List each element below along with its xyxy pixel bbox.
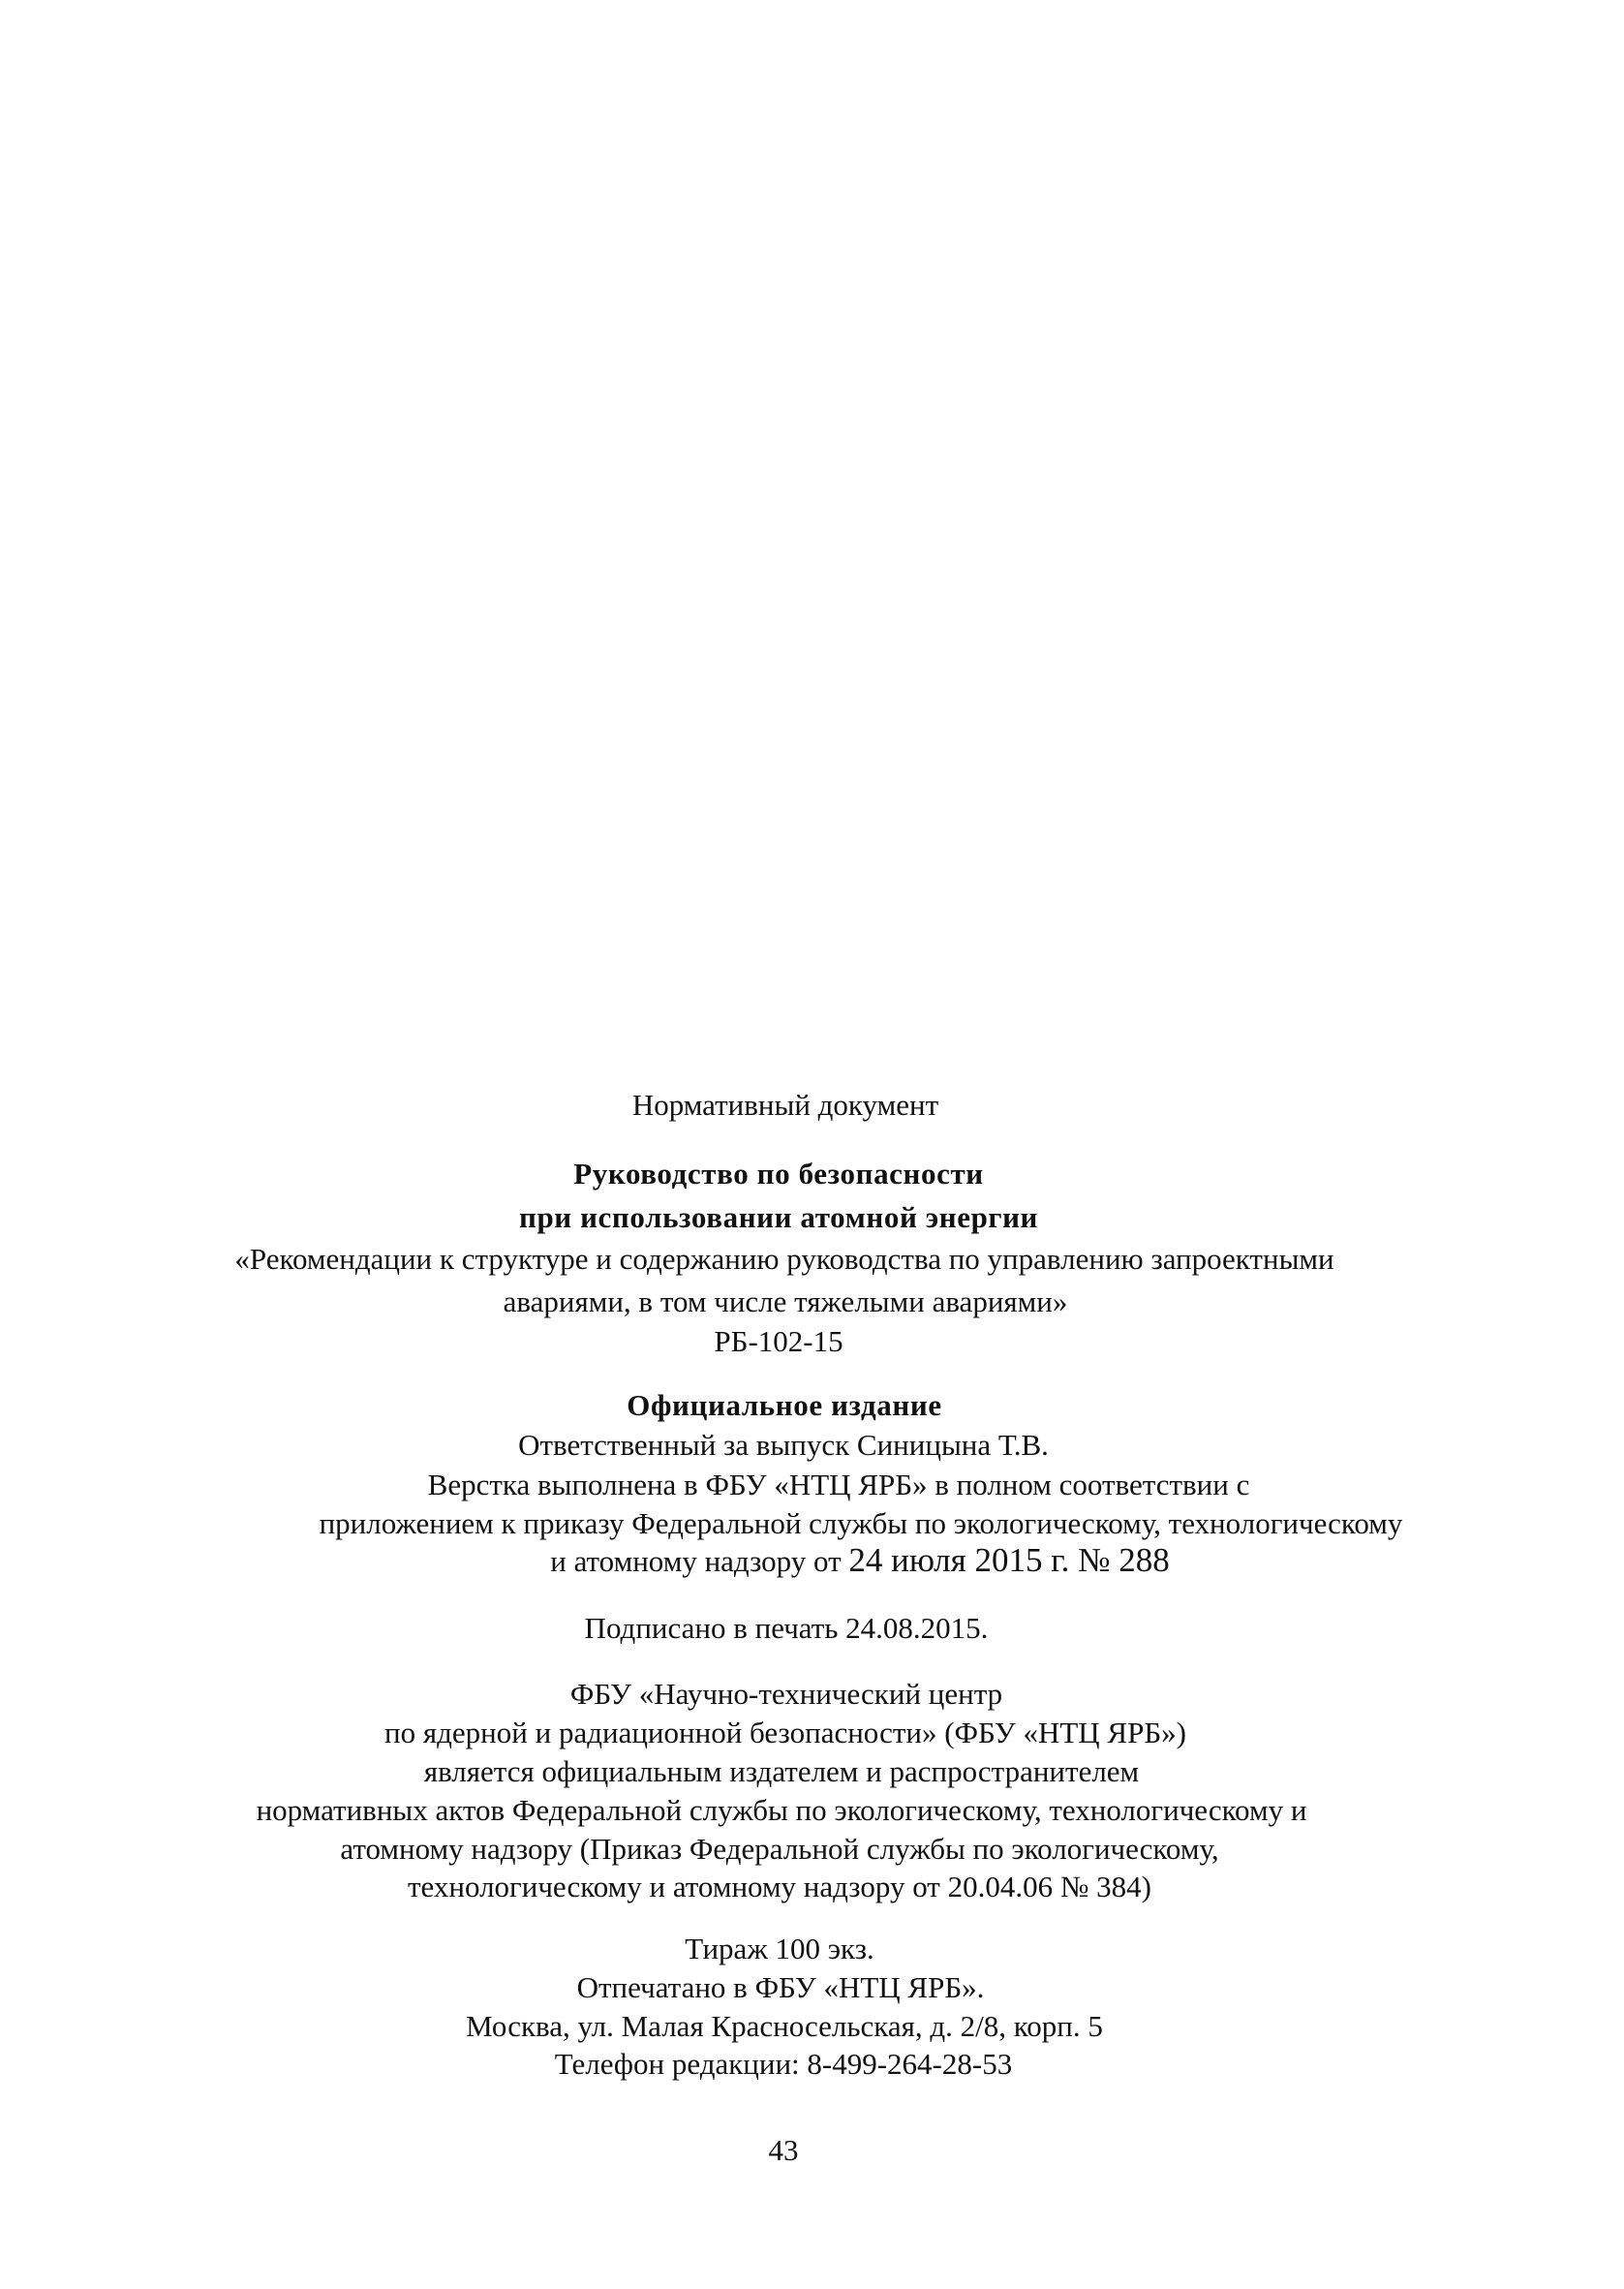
publisher-line-3: является официальным издателем и распространителем [423,1754,1140,1788]
publisher-line-6: технологическому и атомному надзору от 20.04.06 № 384) [407,1870,1152,1903]
page-number: 43 [768,2133,799,2167]
publisher-line-5: атомному надзору (Приказ Федеральной службы по экологическому, [340,1832,1219,1866]
title-line-1: Руководство по безопасности [573,1157,984,1191]
layout-note-line-3-prefix: и атомному надзору от [550,1544,849,1578]
layout-note-line-3 [550,1543,1170,1579]
layout-note-line-2: приложением к приказу Федеральной службы по экологическому, технологическому [319,1506,1403,1540]
subtitle-line-2: авариями, в том числе тяжелыми авариями» [503,1284,1068,1318]
publisher-line-4: нормативных актов Федеральной службы по экологическому, технологическому и [256,1793,1307,1827]
document-type: Нормативный документ [631,1088,939,1122]
subtitle-line-1: «Рекомендации к структуре и содержанию руководства по управлению запроектными [234,1242,1334,1276]
circulation: Тираж 100 экз. [685,1932,874,1965]
publisher-line-2: по ядерной и радиационной безопасности» (ФБУ «НТЦ ЯРБ») [384,1716,1186,1749]
phone: Телефон редакции: 8-499-264-28-53 [554,2047,1013,2081]
order-reference: 24 июля 2015 г. № 288 [848,1541,1170,1579]
layout-note-line-1: Верстка выполнена в ФБУ «НТЦ ЯРБ» в полном соответствии с [427,1468,1250,1501]
signed-date: Подписано в печать 24.08.2015. [584,1611,989,1645]
title-line-2: при использовании атомной энергии [518,1200,1039,1234]
document-code: РБ-102-15 [714,1324,843,1358]
publisher-line-1: ФБУ «Научно-технический центр [569,1677,1003,1711]
address: Москва, ул. Малая Красносельская, д. 2/8, корп. 5 [466,2009,1103,2043]
printed-at: Отпечатано в ФБУ «НТЦ ЯРБ». [576,1970,985,2004]
responsible-person: Ответственный за выпуск Синицына Т.В. [518,1428,1049,1462]
edition-label: Официальное издание [627,1388,942,1422]
